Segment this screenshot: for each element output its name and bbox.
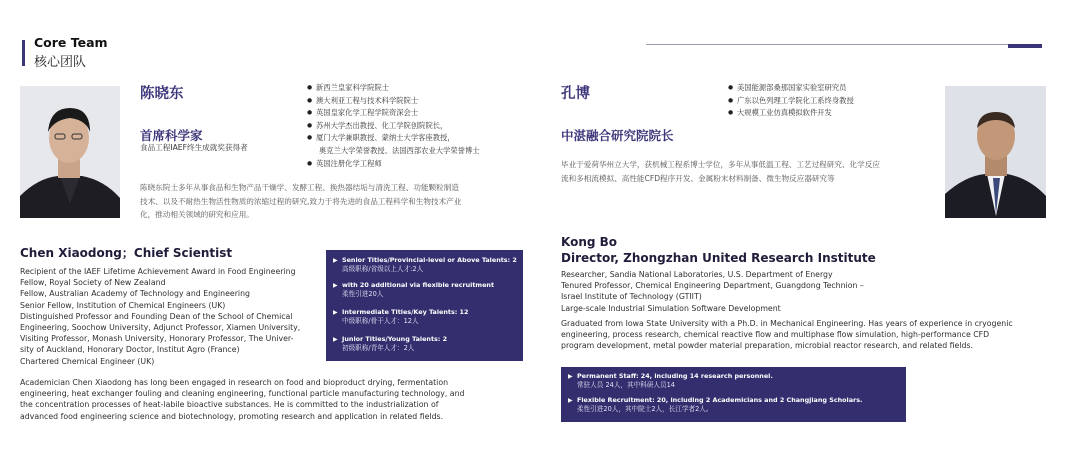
text-line: 陈晓东院士多年从事食品和生物产品干燥学、发酵工程、换热器结垢与清洗工程、功能颗粒制造 <box>140 183 459 192</box>
decorative-line <box>646 44 1041 45</box>
decorative-block <box>1008 44 1042 48</box>
list-item: ● 美国能源部桑那国家实验室研究员 <box>728 82 854 95</box>
list-item: ● 澳大利亚工程与技术科学院院士 <box>307 95 480 108</box>
stat-label-en: Junior Titles/Young Talents: 2 <box>342 335 448 343</box>
stat-label-en: Senior Titles/Provincial-level or Above Talents: 2 <box>342 256 517 264</box>
triangle-bullet-icon: ▶ <box>568 373 573 380</box>
list-item: ● 厦门大学兼职教授、蒙纳士大学客座教授， <box>307 132 480 145</box>
stat-label-zh: 柔性引进20人 <box>342 289 384 298</box>
stat-item <box>330 308 517 335</box>
chen-role-zh: 首席科学家 <box>140 128 203 143</box>
stat-label-zh: 高级职称/省级以上人才:2人 <box>342 264 424 273</box>
text-line: Visiting Professor, Monash University, Honorary Professor, The Univer- <box>20 334 294 344</box>
list-item: ● 英国注册化学工程师 <box>307 158 480 171</box>
text-line: Fellow, Royal Society of New Zealand <box>20 278 166 288</box>
kong-bio-en <box>561 318 1051 352</box>
triangle-bullet-icon: ▶ <box>333 282 338 289</box>
kong-stats-box <box>561 367 906 422</box>
stat-item <box>330 335 517 353</box>
text-line: Fellow, Australian Academy of Technology and Engineering <box>20 289 250 299</box>
stat-item <box>330 281 517 308</box>
stat-item <box>565 372 900 396</box>
kong-description-zh <box>561 158 939 185</box>
list-item: ● 广东以色列理工学院化工系终身教授 <box>728 95 854 108</box>
chen-portrait-photo <box>20 86 120 218</box>
kong-name-zh: 孔博 <box>561 86 590 102</box>
stat-label-zh: 初级职称/青年人才：2人 <box>342 343 415 352</box>
stat-label-en: Flexible Recruitment: 20, including 2 Academicians and 2 Changjiang Scholars. <box>577 396 863 404</box>
text-line: 毕业于爱荷华州立大学，获机械工程系博士学位，多年从事低温工程、工艺过程研究、化学反应 <box>561 160 880 169</box>
stat-item <box>330 256 517 281</box>
text-line: engineering, heat exchanger fouling and cleaning engineering, functional particle manufacturing technology, and <box>20 389 465 399</box>
stat-item <box>565 396 900 414</box>
stat-label-en: with 20 additional via flexible recruitment <box>342 281 495 289</box>
text-line: Graduated from Iowa State University with a Ph.D. in Mechanical Engineering. Has years of experience in cryogenic <box>561 319 1013 328</box>
list-item: ● 大规模工业仿真模拟软件开发 <box>728 107 854 120</box>
text-line: Large-scale Industrial Simulation Software Development <box>561 303 781 313</box>
chen-name-en: Chen Xiaodong；Chief Scientist <box>20 246 233 260</box>
text-line: Academician Chen Xiaodong has long been engaged in research on food and bioproduct drying, fermentation <box>20 378 449 387</box>
kong-credentials-list <box>728 82 854 120</box>
section-title-en: Core Team <box>34 35 108 50</box>
stat-label-en: Intermediate Titles/Key Talents: 12 <box>342 308 469 316</box>
triangle-bullet-icon: ▶ <box>333 257 338 264</box>
text-line: Israel Institute of Technology (GTIIT) <box>561 292 702 302</box>
stat-label-zh: 柔性引进20人，其中院士2人，长江学者2人。 <box>577 404 713 413</box>
text-line: Distinguished Professor and Founding Dean of the School of Chemical <box>20 311 293 321</box>
chen-stats-box <box>326 250 523 361</box>
kong-role-zh: 中湛融合研究院院长 <box>561 128 674 143</box>
text-line: program development, metal powder material preparation, microbial reactor research, and related fields. <box>561 341 974 351</box>
text-line: Senior Fellow, Institution of Chemical Engineers (UK) <box>20 300 226 310</box>
kong-name-en <box>561 234 876 266</box>
triangle-bullet-icon: ▶ <box>333 336 338 343</box>
text-line: Tenured Professor, Chemical Engineering Department, Guangdong Technion – <box>561 281 864 291</box>
text-line: engineering, process research, chemical reactive flow and multiphase flow simulation, high-performance CFD <box>561 330 990 340</box>
kong-name-en-line: Kong Bo <box>561 235 618 249</box>
text-line: 化，推动相关领域的研究和应用。 <box>140 210 254 220</box>
triangle-bullet-icon: ▶ <box>333 309 338 316</box>
chen-award-zh: 食品工程IAEF终生成就奖获得者 <box>140 143 248 152</box>
chen-credentials-en <box>20 266 330 367</box>
section-title-zh: 核心团队 <box>34 55 87 70</box>
list-item: ● 英国皇家化学工程学院资深会士 <box>307 107 480 120</box>
stat-label-en: Permanent Staff: 24, including 14 research personnel. <box>577 372 773 380</box>
text-line: Chartered Chemical Engineer (UK) <box>20 356 155 366</box>
text-line: Recipient of the IAEF Lifetime Achievement Award in Food Engineering <box>20 267 296 276</box>
stat-label-zh: 中级职称/骨干人才：12人 <box>342 316 419 325</box>
list-item: ● 新西兰皇家科学院院士 <box>307 82 480 95</box>
kong-credentials-en <box>561 269 1031 314</box>
chen-credentials-list <box>307 82 480 170</box>
text-line: 技术、以及不耐热生物活性物质的浓缩过程的研究,致力于将先进的食品工程科学和生物技术产业 <box>140 196 462 206</box>
list-item-continuation: 奥克兰大学荣誉教授、法国西部农业大学荣誉博士 <box>319 145 480 155</box>
triangle-bullet-icon: ▶ <box>568 397 573 404</box>
chen-bio-en <box>20 377 525 422</box>
text-line: the concentration processes of heat-labile bioactive substances. He is committed to the industrialization of <box>20 400 439 410</box>
chen-description-zh <box>140 181 520 222</box>
text-line: advanced food engineering science and biotechnology, promoting research and application in related fields. <box>20 411 444 421</box>
text-line: sity of Auckland, Honorary Doctor, Institut Agro (France) <box>20 345 240 355</box>
text-line: 流和多相流模拟、高性能CFD程序开发、金属粉末材料制备、微生物反应器研究等 <box>561 173 835 183</box>
text-line: Researcher, Sandia National Laboratories, U.S. Department of Energy <box>561 270 833 279</box>
text-line: Engineering, Soochow University, Adjunct Professor, Xiamen University, <box>20 323 301 333</box>
header-accent-bar <box>22 40 25 66</box>
chen-name-zh: 陈晓东 <box>140 86 184 102</box>
list-item: ● 苏州大学杰出教授、化工学院创院院长， <box>307 120 480 133</box>
kong-portrait-photo <box>945 86 1046 218</box>
kong-title-en-line: Director, Zhongzhan United Research Institute <box>561 251 876 265</box>
stat-label-zh: 常驻人员 24人，其中科研人员14 <box>577 380 676 389</box>
